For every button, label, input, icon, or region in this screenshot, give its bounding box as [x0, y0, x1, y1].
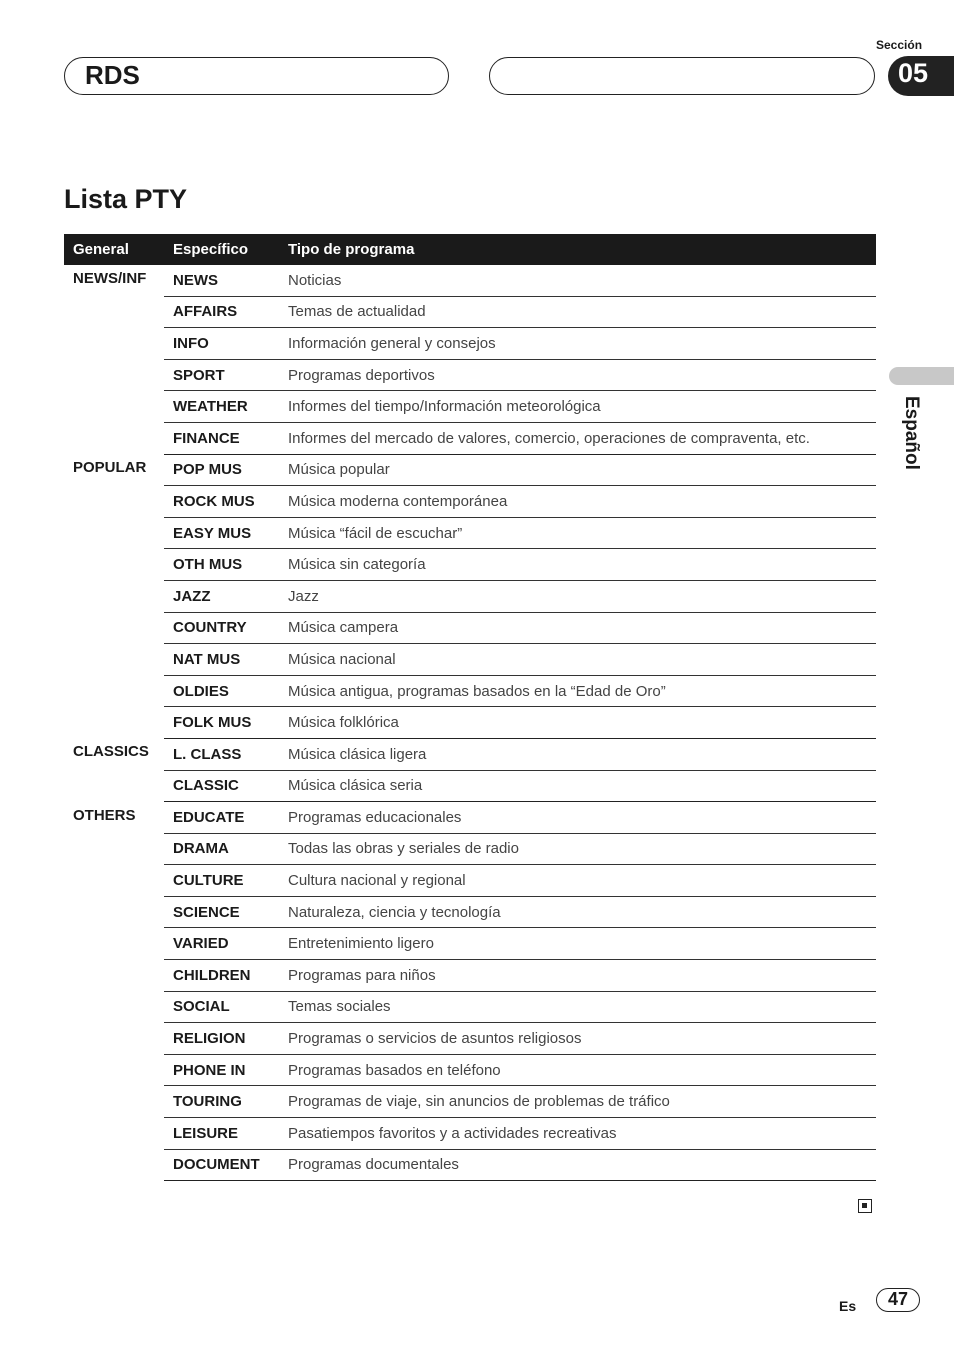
specific-code-cell: FINANCE — [164, 422, 279, 454]
specific-code-cell: WEATHER — [164, 391, 279, 423]
table-row — [64, 707, 876, 739]
specific-code-cell: VARIED — [164, 928, 279, 960]
column-header-specific: Específico — [173, 241, 249, 258]
specific-code-cell: INFO — [164, 328, 279, 360]
table-row — [64, 675, 876, 707]
table-row — [64, 612, 876, 644]
table-row — [64, 549, 876, 581]
specific-code-cell: OLDIES — [164, 675, 279, 707]
section-number-tab: 05 — [888, 56, 954, 96]
table-row — [64, 896, 876, 928]
specific-code-cell: CULTURE — [164, 865, 279, 897]
specific-code-cell: L. CLASS — [164, 738, 279, 770]
table-row — [64, 391, 876, 423]
table-row — [64, 328, 876, 360]
general-category-cell: NEWS/INF — [73, 270, 147, 287]
specific-code-cell: NEWS — [164, 265, 279, 296]
specific-code-cell: TOURING — [164, 1086, 279, 1118]
program-type-cell: Música nacional — [279, 644, 876, 676]
program-type-cell: Música clásica seria — [279, 770, 876, 802]
table-row — [64, 1086, 876, 1118]
table-row — [64, 1054, 876, 1086]
program-type-cell: Programas para niños — [279, 960, 876, 992]
table-row — [64, 1118, 876, 1150]
table-row — [64, 1023, 876, 1055]
program-type-cell: Programas basados en teléfono — [279, 1054, 876, 1086]
footer-language-code: Es — [839, 1298, 857, 1314]
specific-code-cell: JAZZ — [164, 580, 279, 612]
program-type-cell: Música moderna contemporánea — [279, 486, 876, 518]
program-type-cell: Música folklórica — [279, 707, 876, 739]
specific-code-cell: POP MUS — [164, 454, 279, 486]
table-row — [64, 486, 876, 518]
specific-code-cell: SOCIAL — [164, 991, 279, 1023]
program-type-cell: Jazz — [279, 580, 876, 612]
table-row — [64, 991, 876, 1023]
table-body — [64, 265, 876, 1181]
table-row — [64, 928, 876, 960]
specific-code-cell: RELIGION — [164, 1023, 279, 1055]
specific-code-cell: ROCK MUS — [164, 486, 279, 518]
language-tab-label: Español — [901, 396, 922, 470]
general-category-cell: POPULAR — [73, 459, 147, 477]
program-type-cell: Programas documentales — [279, 1149, 876, 1181]
page-title: Lista PTY — [64, 184, 188, 214]
specific-code-cell: AFFAIRS — [164, 296, 279, 328]
program-type-cell: Información general y consejos — [279, 328, 876, 360]
program-type-cell: Programas o servicios de asuntos religiosos — [279, 1023, 876, 1055]
program-type-cell: Música campera — [279, 612, 876, 644]
specific-code-cell: EDUCATE — [164, 802, 279, 834]
program-type-cell: Noticias — [279, 265, 876, 296]
specific-code-cell: DOCUMENT — [164, 1149, 279, 1181]
general-category-cell: OTHERS — [73, 806, 136, 824]
specific-code-cell: COUNTRY — [164, 612, 279, 644]
header-empty-pill — [489, 57, 875, 95]
program-type-cell: Programas de viaje, sin anuncios de problemas de tráfico — [279, 1086, 876, 1118]
chapter-header-pill — [64, 57, 449, 95]
program-type-cell: Naturaleza, ciencia y tecnología — [279, 896, 876, 928]
specific-code-cell: SPORT — [164, 359, 279, 391]
table-row — [64, 770, 876, 802]
program-type-cell: Temas de actualidad — [279, 296, 876, 328]
end-mark-icon — [858, 1199, 872, 1213]
column-header-general: General — [73, 241, 129, 258]
program-type-cell: Temas sociales — [279, 991, 876, 1023]
specific-code-cell: CHILDREN — [164, 960, 279, 992]
column-header-type: Tipo de programa — [288, 241, 415, 258]
program-type-cell: Entretenimiento ligero — [279, 928, 876, 960]
table-row — [64, 422, 876, 454]
program-type-cell: Música sin categoría — [279, 549, 876, 581]
program-type-cell: Música antigua, programas basados en la “Edad de Oro” — [279, 675, 876, 707]
specific-code-cell: CLASSIC — [164, 770, 279, 802]
specific-code-cell: LEISURE — [164, 1118, 279, 1150]
table-row — [64, 265, 876, 296]
table-row — [64, 738, 876, 770]
program-type-cell: Programas deportivos — [279, 359, 876, 391]
table-row — [64, 833, 876, 865]
table-row — [64, 296, 876, 328]
table-row — [64, 517, 876, 549]
table-row — [64, 454, 876, 486]
table-row — [64, 802, 876, 834]
specific-code-cell: SCIENCE — [164, 896, 279, 928]
program-type-cell: Todas las obras y seriales de radio — [279, 833, 876, 865]
language-tab-bar — [889, 367, 954, 385]
specific-code-cell: NAT MUS — [164, 644, 279, 676]
table-row — [64, 359, 876, 391]
program-type-cell: Informes del tiempo/Información meteorológica — [279, 391, 876, 423]
program-type-cell: Música “fácil de escuchar” — [279, 517, 876, 549]
specific-code-cell: FOLK MUS — [164, 707, 279, 739]
specific-code-cell: EASY MUS — [164, 517, 279, 549]
table-header-row — [64, 234, 876, 265]
specific-code-cell: DRAMA — [164, 833, 279, 865]
program-type-cell: Informes del mercado de valores, comercio, operaciones de compraventa, etc. — [279, 422, 876, 454]
program-type-cell: Programas educacionales — [279, 802, 876, 834]
table-row — [64, 1149, 876, 1181]
table-row — [64, 644, 876, 676]
pty-table — [64, 234, 876, 1181]
program-type-cell: Pasatiempos favoritos y a actividades recreativas — [279, 1118, 876, 1150]
program-type-cell: Cultura nacional y regional — [279, 865, 876, 897]
program-type-cell: Música popular — [279, 454, 876, 486]
specific-code-cell: OTH MUS — [164, 549, 279, 581]
table-row — [64, 865, 876, 897]
specific-code-cell: PHONE IN — [164, 1054, 279, 1086]
section-label: Sección — [876, 38, 923, 52]
chapter-title: RDS — [85, 60, 140, 90]
page-number: 47 — [876, 1288, 920, 1312]
table-row — [64, 580, 876, 612]
general-category-cell: CLASSICS — [73, 743, 149, 761]
program-type-cell: Música clásica ligera — [279, 738, 876, 770]
table-row — [64, 960, 876, 992]
